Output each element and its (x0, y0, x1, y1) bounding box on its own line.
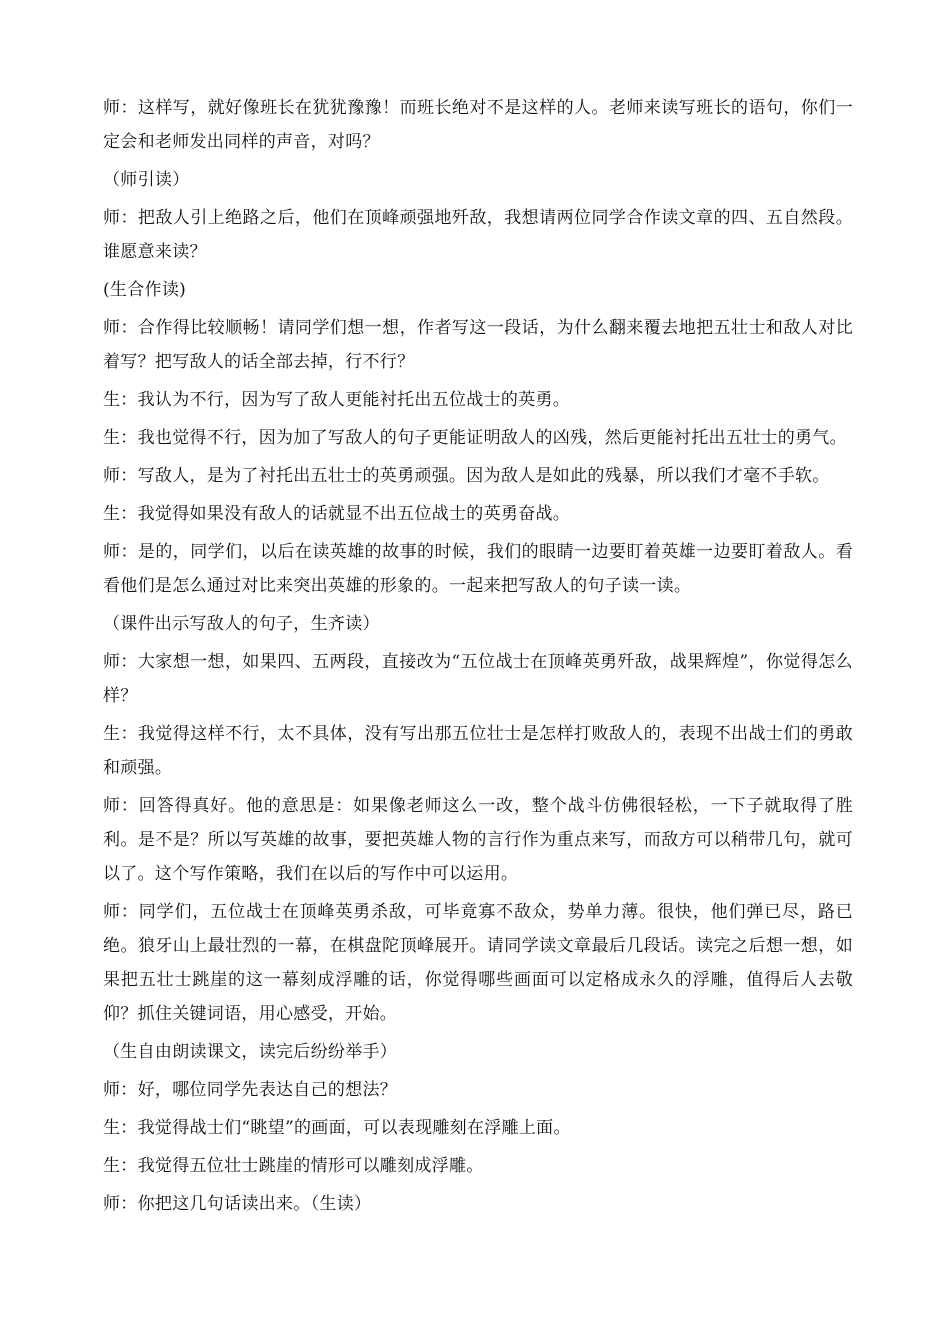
paragraph-8: 师：写敌人，是为了衬托出五壮士的英勇顽强。因为敌人是如此的残暴，所以我们才毫不手软。 (103, 466, 830, 486)
paragraph-9: 生：我觉得如果没有敌人的话就显不出五位战士的英勇奋战。 (103, 504, 571, 524)
paragraph-2: （师引读） (103, 170, 190, 190)
paragraph-20: 师：你把这几句话读出来。（生读） (103, 1194, 372, 1214)
document-body (103, 91, 853, 1225)
paragraph-14: 师：回答得真好。他的意思是：如果像老师这么一改，整个战斗仿佛很轻松，一下子就取得了胜利。是不是？所以写英雄的故事，要把英雄人物的言行作为重点来写，而敌方可以稍带几句，就可以了。这个写作策略，我们在以后的写作中可以运用。 (103, 796, 853, 884)
paragraph-13: 生：我觉得这样不行，太不具体，没有写出那五位壮士是怎样打败敌人的，表现不出战士们的勇敢和顽强。 (103, 724, 853, 778)
paragraph-15: 师：同学们，五位战士在顶峰英勇杀敌，可毕竟寡不敌众，势单力薄。很快，他们弹已尽，路已绝。狼牙山上最壮烈的一幕，在棋盘陀顶峰展开。请同学读文章最后几段话。读完之后想一想，如果把五壮士跳崖的这一幕刻成浮雕的话，你觉得哪些画面可以定格成永久的浮雕，值得后人去敬仰？抓住关键词语，用心感受，开始。 (103, 902, 853, 1024)
paragraph-11: （课件出示写敌人的句子，生齐读） (103, 614, 380, 634)
paragraph-17: 师：好，哪位同学先表达自己的想法？ (103, 1080, 398, 1100)
paragraph-16: （生自由朗读课文，读完后纷纷举手） (103, 1042, 398, 1062)
paragraph-7: 生：我也觉得不行，因为加了写敌人的句子更能证明敌人的凶残，然后更能衬托出五壮士的勇气。 (103, 428, 847, 448)
paragraph-6: 生：我认为不行，因为写了敌人更能衬托出五位战士的英勇。 (103, 390, 571, 410)
paragraph-1: 师：这样写，就好像班长在犹犹豫豫！而班长绝对不是这样的人。老师来读写班长的语句，你们一定会和老师发出同样的声音，对吗？ (103, 98, 853, 152)
paragraph-3: 师：把敌人引上绝路之后，他们在顶峰顽强地歼敌，我想请两位同学合作读文章的四、五自然段。谁愿意来读？ (103, 208, 853, 262)
paragraph-19: 生：我觉得五位壮士跳崖的情形可以雕刻成浮雕。 (103, 1156, 484, 1176)
paragraph-5: 师：合作得比较顺畅！请同学们想一想，作者写这一段话，为什么翻来覆去地把五壮士和敌人对比着写？把写敌人的话全部去掉，行不行？ (103, 318, 853, 372)
paragraph-10: 师：是的，同学们，以后在读英雄的故事的时候，我们的眼睛一边要盯着英雄一边要盯着敌人。看看他们是怎么通过对比来突出英雄的形象的。一起来把写敌人的句子读一读。 (103, 542, 853, 596)
paragraph-4: (生合作读) (103, 280, 187, 300)
paragraph-12: 师：大家想一想，如果四、五两段，直接改为“五位战士在顶峰英勇歼敌，战果辉煌”，你觉得怎么样？ (103, 652, 853, 706)
paragraph-18: 生：我觉得战士们“眺望”的画面，可以表现雕刻在浮雕上面。 (103, 1118, 571, 1138)
